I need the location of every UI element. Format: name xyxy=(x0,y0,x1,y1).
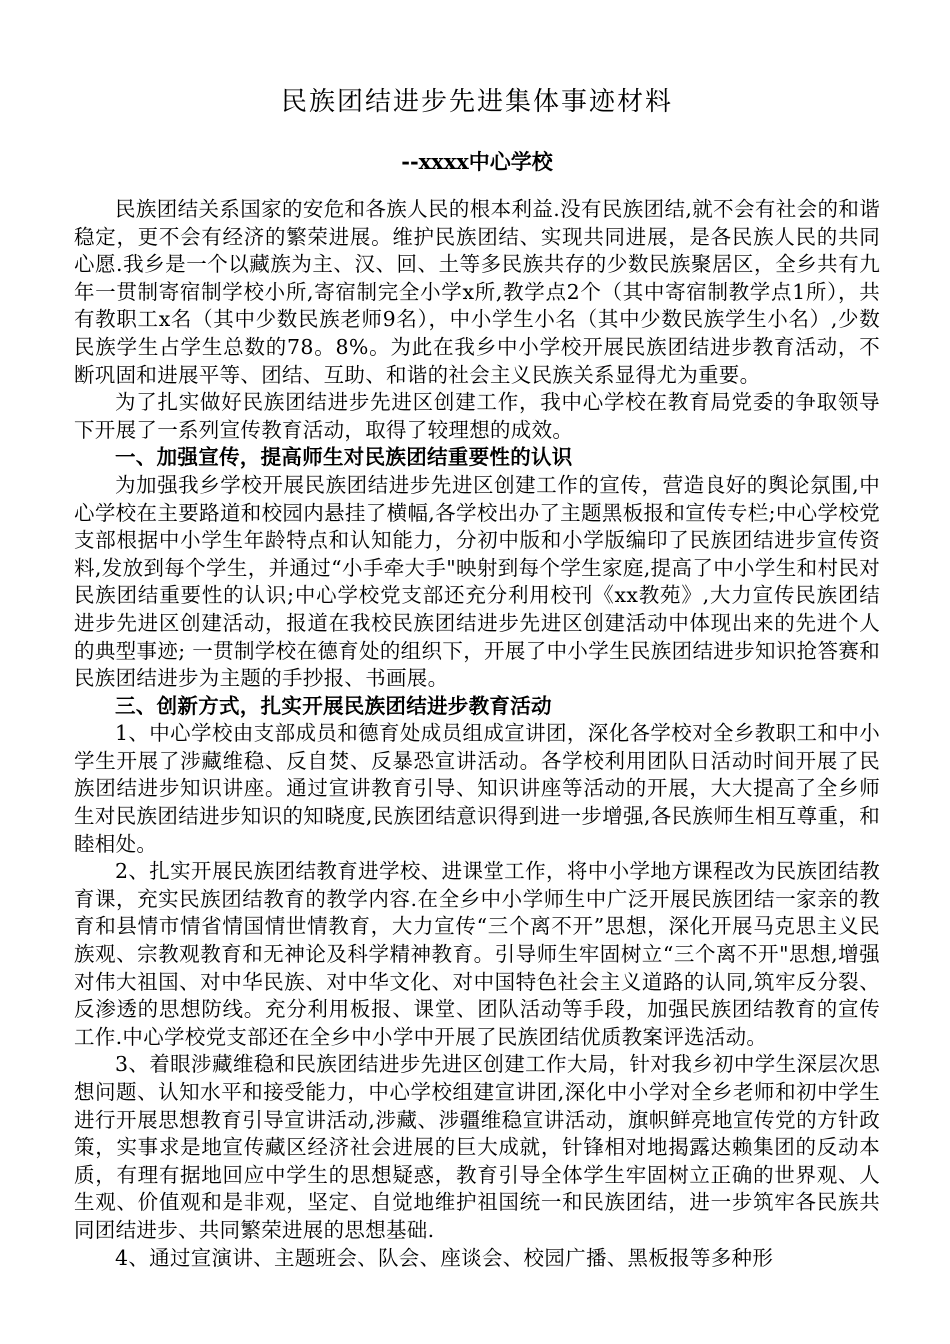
section-paragraph: 为加强我乡学校开展民族团结进步先进区创建工作的宣传，营造良好的舆论氛围,中心学校在主要路道和校园内悬挂了横幅,各学校出办了主题黑板报和宣传专栏;中心学校党支部根据中小学生年龄特点和认知能力，分初中版和小学版编印了民族团结进步宣传资料,发放到每个学生，并通过“小手牵大手"映射到每个学生家庭,提高了中小学生和村民对民族团结重要性的认识;中心学校党支部还充分利用校刊《xx教苑》,大力宣传民族团结进步先进区创建活动，报道在我校民族团结进步先进区创建活动中体现出来的先进个人的典型事迹; 一贯制学校在德育处的组织下，开展了中小学生民族团结进步知识抢答赛和民族团结进步为主题的手抄报、书画展。 xyxy=(74,472,880,691)
intro-paragraph: 为了扎实做好民族团结进步先进区创建工作，我中心学校在教育局党委的争取领导下开展了一系列宣传教育活动，取得了较理想的成效。 xyxy=(74,390,880,442)
section-paragraph: 2、扎实开展民族团结教育进学校、进课堂工作，将中小学地方课程改为民族团结教育课，充实民族团结教育的教学内容.在全乡中小学师生中广泛开展民族团结一家亲的教育和县情市情省情国情世情教育，大力宣传“三个离不开”思想，深化开展马克思主义民族观、宗教观教育和无神论及科学精神教育。引导师生牢固树立“三个离不开"思想,增强对伟大祖国、对中华民族、对中华文化、对中国特色社会主义道路的认同,筑牢反分裂、反渗透的思想防线。充分利用板报、课堂、团队活动等手段，加强民族团结教育的宣传工作.中心学校党支部还在全乡中小学中开展了民族团结优质教案评选活动。 xyxy=(74,859,880,1049)
section-paragraph: 3、着眼涉藏维稳和民族团结进步先进区创建工作大局，针对我乡初中学生深层次思想问题、认知水平和接受能力，中心学校组建宣讲团,深化中小学对全乡老师和初中学生进行开展思想教育引导宣讲活动,涉藏、涉疆维稳宣讲活动，旗帜鲜亮地宣传党的方针政策，实事求是地宣传藏区经济社会进展的巨大成就，针锋相对地揭露达赖集团的反动本质，有理有据地回应中学生的思想疑惑，教育引导全体学生牢固树立正确的世界观、人生观、价值观和是非观，坚定、自觉地维护祖国统一和民族团结，进一步筑牢各民族共同团结进步、共同繁荣进展的思想基础. xyxy=(74,1052,880,1242)
section-heading: 三、创新方式，扎实开展民族团结进步教育活动 xyxy=(115,693,552,718)
section-heading: 一、加强宣传，提高师生对民族团结重要性的认识 xyxy=(115,445,573,470)
intro-paragraph: 民族团结关系国家的安危和各族人民的根本利益.没有民族团结,就不会有社会的和谐稳定，更不会有经济的繁荣进展。维护民族团结、实现共同进展，是各民族人民的共同心愿.我乡是一个以藏族为主、汉、回、土等多民族共存的少数民族聚居区，全乡共有九年一贯制寄宿制学校小所,寄宿制完全小学x所,教学点2个（其中寄宿制教学点1所），共有教职工x名（其中少数民族老师9名），中小学生小名（其中少数民族学生小名）,少数民族学生占学生总数的78。8%。为此在我乡中小学校开展民族团结进步教育活动，不断巩固和进展平等、团结、互助、和谐的社会主义民族关系显得尤为重要。 xyxy=(74,197,880,387)
document-title: 民族团结进步先进集体事迹材料 xyxy=(280,87,673,117)
document-subtitle: --xxxx中心学校 xyxy=(401,149,553,174)
section-paragraph: 4、通过宣演讲、主题班会、队会、座谈会、校园广播、黑板报等多种形 xyxy=(115,1245,774,1270)
section-paragraph: 1、中心学校由支部成员和德育处成员组成宣讲团，深化各学校对全乡教职工和中小学生开展了涉藏维稳、反自焚、反暴恐宣讲活动。各学校利用团队日活动时间开展了民族团结进步知识讲座。通过宣讲教育引导、知识讲座等活动的开展，大大提高了全乡师生对民族团结进步知识的知晓度,民族团结意识得到进一步增强,各民族师生相互尊重，和睦相处。 xyxy=(74,721,880,856)
